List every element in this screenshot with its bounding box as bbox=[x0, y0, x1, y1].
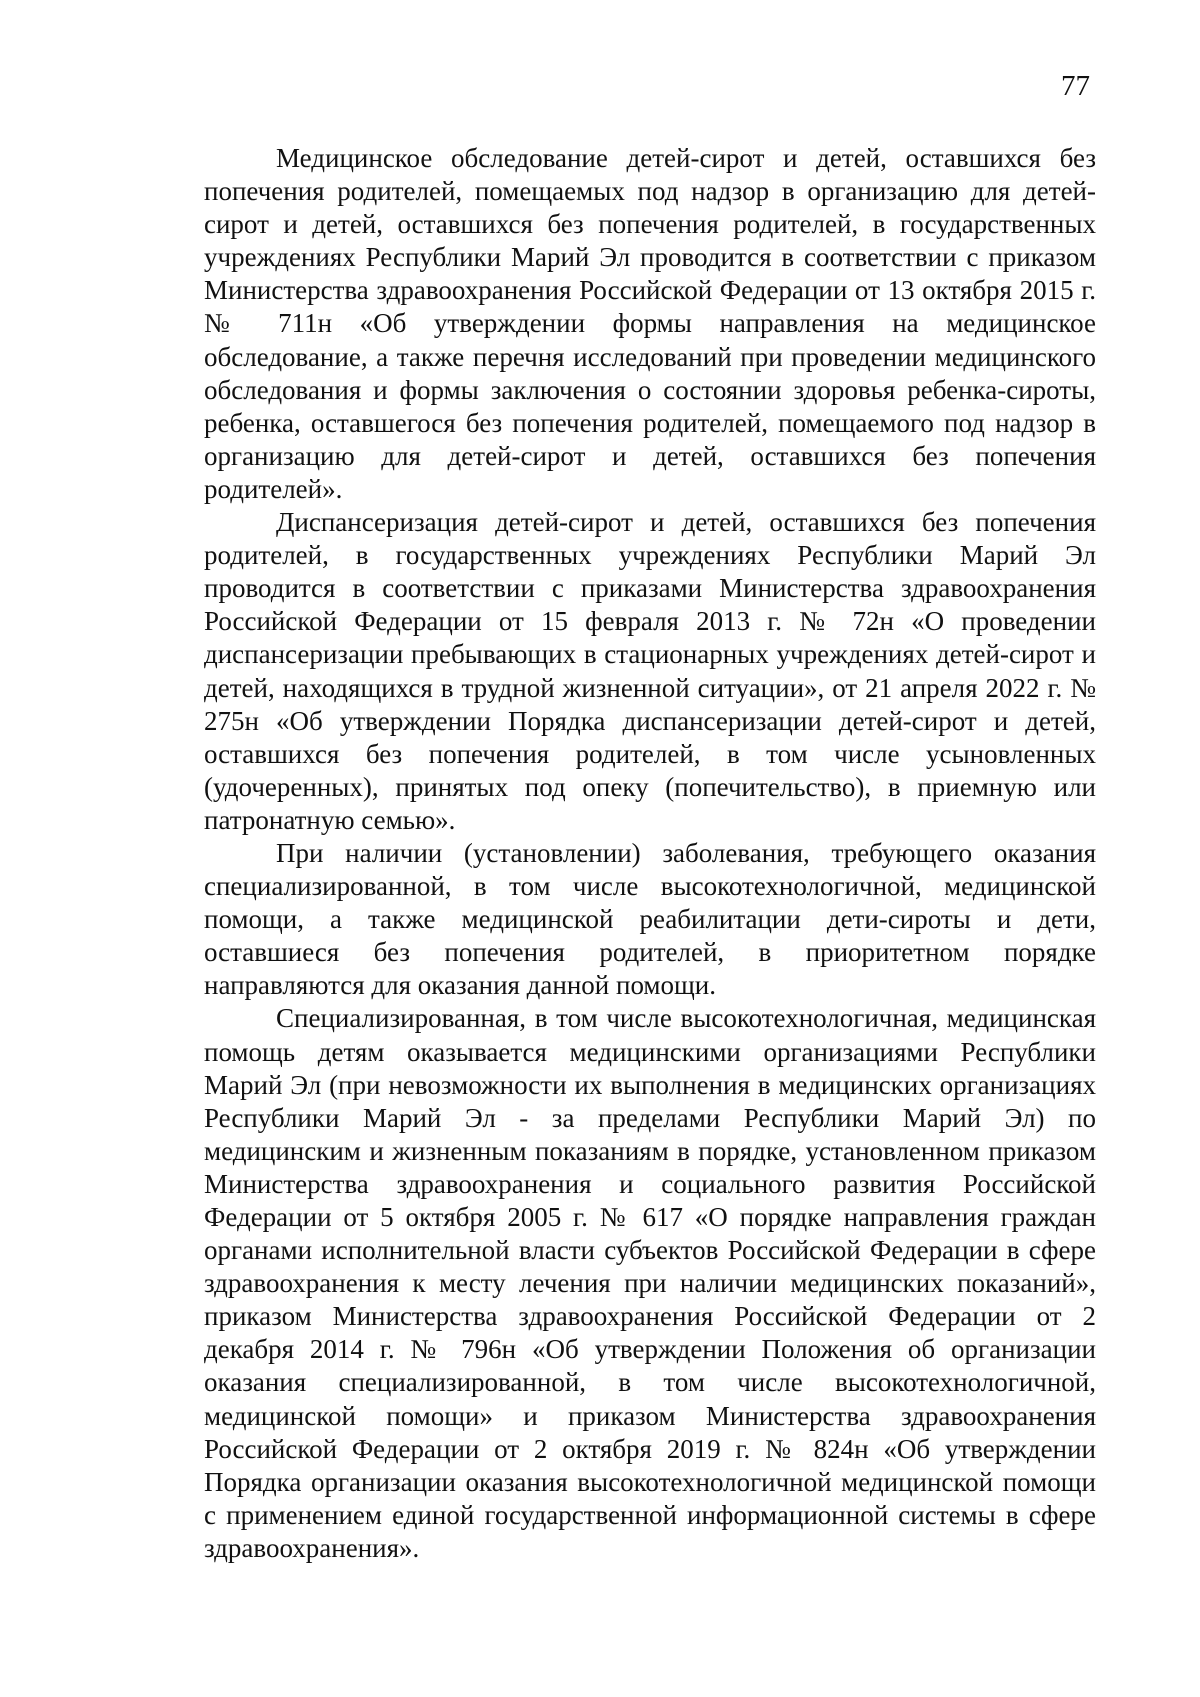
page-number: 77 bbox=[1061, 70, 1090, 102]
paragraph-dispensary-examination: Диспансеризация детей-сирот и детей, оставшихся без попечения родителей, в государственных учреждениях Республики Марий Эл проводится в соответствии с приказами Министерства здравоохранения Российской Федерации от 15 февраля 2013 г. № 72н «О проведении диспансеризации пребывающих в стационарных учреждениях детей-сирот и детей, находящихся в трудной жизненной ситуации», от 21 апреля 2022 г. № 275н «Об утверждении Порядка диспансеризации детей-сирот и детей, оставшихся без попечения родителей, в том числе усыновленных (удочеренных), принятых под опеку (попечительство), в приемную или патронатную семью». bbox=[204, 507, 1096, 835]
document-body bbox=[204, 142, 1096, 1565]
paragraph-medical-examination: Медицинское обследование детей-сирот и детей, оставшихся без попечения родителей, помещаемых под надзор в организацию для детей-сирот и детей, оставшихся без попечения родителей, в государственных учреждениях Республики Марий Эл проводится в соответствии с приказом Министерства здравоохранения Российской Федерации от 13 октября 2015 г. № 711н «Об утверждении формы направления на медицинское обследование, а также перечня исследований при проведении медицинского обследования и формы заключения о состоянии здоровья ребенка-сироты, ребенка, оставшегося без попечения родителей, помещаемого под надзор в организацию для детей-сирот и детей, оставшихся без попечения родителей». bbox=[204, 143, 1096, 504]
paragraph-high-tech-care: Специализированная, в том числе высокотехнологичная, медицинская помощь детям оказывается медицинскими организациями Республики Марий Эл (при невозможности их выполнения в медицинских организациях Республики Марий Эл - за пределами Республики Марий Эл) по медицинским и жизненным показаниям в порядке, установленном приказом Министерства здравоохранения и социального развития Российской Федерации от 5 октября 2005 г. № 617 «О порядке направления граждан органами исполнительной власти субъектов Российской Федерации в сфере здравоохранения к месту лечения при наличии медицинских показаний», приказом Министерства здравоохранения Российской Федерации от 2 декабря 2014 г. № 796н «Об утверждении Положения об организации оказания специализированной, в том числе высокотехнологичной, медицинской помощи» и приказом Министерства здравоохранения Российской Федерации от 2 октября 2019 г. № 824н «Об утверждении Порядка организации оказания высокотехнологичной медицинской помощи с применением единой государственной информационной системы в сфере здравоохранения». bbox=[204, 1003, 1096, 1563]
paragraph-specialized-care-priority: При наличии (установлении) заболевания, требующего оказания специализированной, в том числе высокотехнологичной, медицинской помощи, а также медицинской реабилитации дети-сироты и дети, оставшиеся без попечения родителей, в приоритетном порядке направляются для оказания данной помощи. bbox=[204, 837, 1096, 1001]
